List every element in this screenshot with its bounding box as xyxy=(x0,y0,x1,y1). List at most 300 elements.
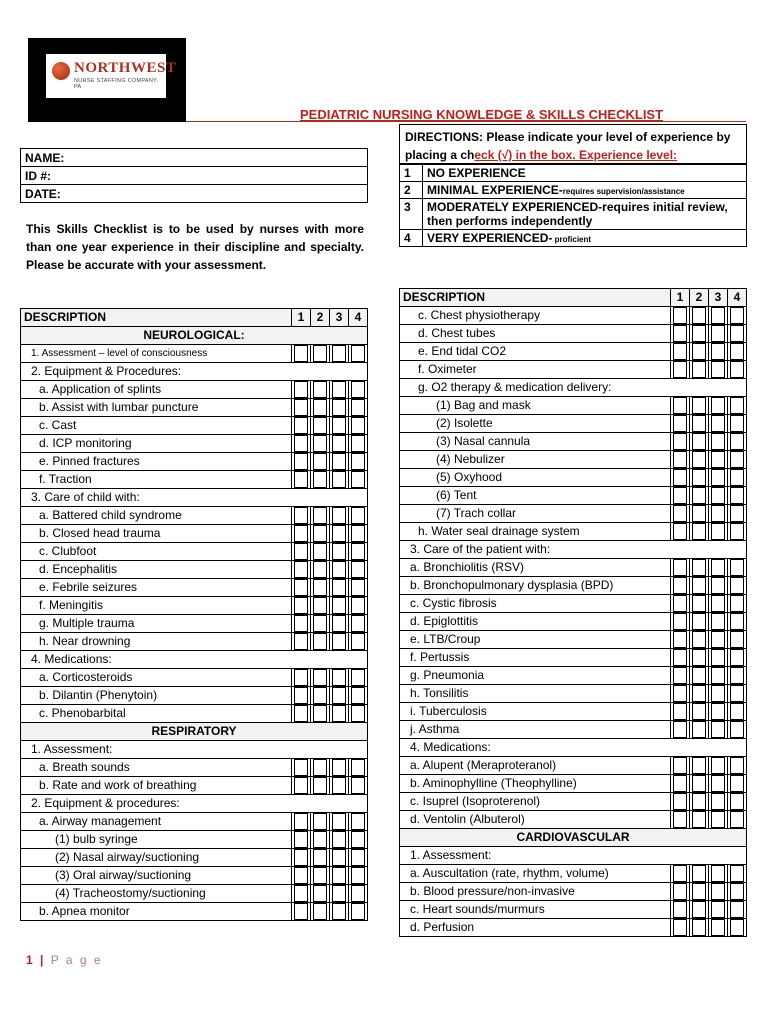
experience-checkbox-3[interactable] xyxy=(709,361,728,379)
experience-checkbox-3[interactable] xyxy=(709,523,728,541)
experience-checkbox-4[interactable] xyxy=(728,343,747,361)
item-description: f. Pertussis xyxy=(400,649,671,667)
experience-checkbox-2[interactable] xyxy=(690,613,709,631)
experience-checkbox-4[interactable] xyxy=(728,433,747,451)
experience-checkbox-1[interactable] xyxy=(671,523,690,541)
experience-checkbox-3[interactable] xyxy=(330,759,349,777)
checkbox-square xyxy=(294,831,308,848)
experience-checkbox-1[interactable] xyxy=(292,543,311,561)
experience-checkbox-4[interactable] xyxy=(349,777,368,795)
checkbox-square xyxy=(351,381,365,398)
experience-checkbox-3[interactable] xyxy=(330,507,349,525)
experience-checkbox-4[interactable] xyxy=(728,307,747,325)
experience-checkbox-4[interactable] xyxy=(349,867,368,885)
experience-checkbox-3[interactable] xyxy=(330,381,349,399)
experience-checkbox-1[interactable] xyxy=(671,415,690,433)
experience-checkbox-2[interactable] xyxy=(311,525,330,543)
experience-checkbox-1[interactable] xyxy=(671,361,690,379)
experience-checkbox-1[interactable] xyxy=(292,813,311,831)
experience-checkbox-3[interactable] xyxy=(330,615,349,633)
experience-checkbox-2[interactable] xyxy=(690,757,709,775)
experience-checkbox-3[interactable] xyxy=(709,415,728,433)
experience-checkbox-4[interactable] xyxy=(728,577,747,595)
item-description: b. Blood pressure/non-invasive xyxy=(400,883,671,901)
experience-checkbox-3[interactable] xyxy=(709,901,728,919)
experience-checkbox-4[interactable] xyxy=(349,543,368,561)
experience-checkbox-3[interactable] xyxy=(709,775,728,793)
checkbox-square xyxy=(673,667,687,684)
directions-highlight: eck (√) in the box. Experience level: xyxy=(474,148,678,162)
experience-checkbox-2[interactable] xyxy=(311,759,330,777)
experience-checkbox-1[interactable] xyxy=(292,453,311,471)
category-row xyxy=(400,739,747,757)
experience-checkbox-3[interactable] xyxy=(330,849,349,867)
experience-checkbox-1[interactable] xyxy=(671,667,690,685)
checklist-row xyxy=(400,343,747,361)
experience-checkbox-2[interactable] xyxy=(690,487,709,505)
experience-checkbox-4[interactable] xyxy=(349,597,368,615)
experience-checkbox-1[interactable] xyxy=(292,849,311,867)
experience-checkbox-2[interactable] xyxy=(690,343,709,361)
experience-checkbox-1[interactable] xyxy=(292,633,311,651)
experience-checkbox-3[interactable] xyxy=(330,633,349,651)
checkbox-square xyxy=(673,361,687,378)
experience-checkbox-2[interactable] xyxy=(690,703,709,721)
experience-checkbox-2[interactable] xyxy=(311,777,330,795)
experience-checkbox-2[interactable] xyxy=(690,559,709,577)
experience-checkbox-3[interactable] xyxy=(330,903,349,921)
experience-checkbox-3[interactable] xyxy=(709,667,728,685)
experience-checkbox-2[interactable] xyxy=(311,579,330,597)
experience-checkbox-2[interactable] xyxy=(690,451,709,469)
checkbox-square xyxy=(351,507,365,524)
experience-checkbox-3[interactable] xyxy=(330,417,349,435)
experience-checkbox-2[interactable] xyxy=(690,361,709,379)
experience-checkbox-4[interactable] xyxy=(728,793,747,811)
experience-checkbox-2[interactable] xyxy=(311,597,330,615)
checkbox-square xyxy=(730,811,744,828)
level-column-header: 3 xyxy=(330,309,349,327)
experience-checkbox-3[interactable] xyxy=(330,471,349,489)
experience-checkbox-2[interactable] xyxy=(311,885,330,903)
experience-checkbox-4[interactable] xyxy=(728,613,747,631)
experience-checkbox-2[interactable] xyxy=(311,435,330,453)
experience-checkbox-1[interactable] xyxy=(671,721,690,739)
experience-checkbox-2[interactable] xyxy=(311,507,330,525)
checklist-row xyxy=(21,633,368,651)
item-description: 3. Care of the patient with: xyxy=(400,541,747,559)
experience-checkbox-3[interactable] xyxy=(709,325,728,343)
experience-checkbox-1[interactable] xyxy=(292,885,311,903)
experience-checkbox-2[interactable] xyxy=(690,397,709,415)
checklist-row xyxy=(400,415,747,433)
experience-checkbox-3[interactable] xyxy=(330,525,349,543)
experience-checkbox-1[interactable] xyxy=(292,867,311,885)
experience-checkbox-2[interactable] xyxy=(690,793,709,811)
experience-checkbox-2[interactable] xyxy=(311,633,330,651)
experience-checkbox-4[interactable] xyxy=(728,703,747,721)
experience-checkbox-4[interactable] xyxy=(349,453,368,471)
experience-checkbox-4[interactable] xyxy=(728,865,747,883)
experience-checkbox-1[interactable] xyxy=(671,397,690,415)
experience-checkbox-4[interactable] xyxy=(349,345,368,363)
experience-checkbox-4[interactable] xyxy=(349,435,368,453)
checkbox-square xyxy=(730,919,744,936)
experience-checkbox-4[interactable] xyxy=(349,399,368,417)
experience-checkbox-4[interactable] xyxy=(728,451,747,469)
checkbox-square xyxy=(692,343,706,360)
experience-checkbox-3[interactable] xyxy=(709,649,728,667)
experience-checkbox-1[interactable] xyxy=(671,559,690,577)
experience-checkbox-3[interactable] xyxy=(709,307,728,325)
experience-checkbox-2[interactable] xyxy=(311,615,330,633)
id-field[interactable]: ID #: xyxy=(21,167,368,185)
experience-checkbox-2[interactable] xyxy=(311,849,330,867)
experience-checkbox-2[interactable] xyxy=(311,867,330,885)
date-field[interactable]: DATE: xyxy=(21,185,368,203)
experience-checkbox-1[interactable] xyxy=(671,703,690,721)
experience-checkbox-4[interactable] xyxy=(728,487,747,505)
checkbox-square xyxy=(692,631,706,648)
experience-checkbox-1[interactable] xyxy=(292,525,311,543)
experience-checkbox-1[interactable] xyxy=(671,505,690,523)
experience-checkbox-4[interactable] xyxy=(349,687,368,705)
experience-checkbox-4[interactable] xyxy=(349,381,368,399)
experience-checkbox-4[interactable] xyxy=(728,361,747,379)
experience-checkbox-1[interactable] xyxy=(292,345,311,363)
checkbox-square xyxy=(711,865,725,882)
checkbox-square xyxy=(332,687,346,704)
checkbox-square xyxy=(351,399,365,416)
experience-checkbox-3[interactable] xyxy=(330,831,349,849)
experience-checkbox-4[interactable] xyxy=(728,325,747,343)
experience-checkbox-3[interactable] xyxy=(709,685,728,703)
checkbox-square xyxy=(711,469,725,486)
experience-checkbox-2[interactable] xyxy=(690,811,709,829)
experience-checkbox-4[interactable] xyxy=(728,811,747,829)
experience-checkbox-4[interactable] xyxy=(728,775,747,793)
experience-checkbox-4[interactable] xyxy=(728,883,747,901)
experience-checkbox-2[interactable] xyxy=(690,631,709,649)
experience-checkbox-1[interactable] xyxy=(671,775,690,793)
experience-checkbox-2[interactable] xyxy=(690,721,709,739)
experience-checkbox-2[interactable] xyxy=(690,595,709,613)
category-row xyxy=(400,379,747,397)
checkbox-square xyxy=(673,685,687,702)
experience-checkbox-1[interactable] xyxy=(671,307,690,325)
experience-checkbox-4[interactable] xyxy=(728,397,747,415)
experience-checkbox-3[interactable] xyxy=(330,597,349,615)
experience-checkbox-4[interactable] xyxy=(349,849,368,867)
experience-checkbox-2[interactable] xyxy=(690,307,709,325)
checkbox-square xyxy=(294,435,308,452)
experience-checkbox-2[interactable] xyxy=(311,903,330,921)
experience-checkbox-2[interactable] xyxy=(690,505,709,523)
checkbox-square xyxy=(351,453,365,470)
experience-checkbox-3[interactable] xyxy=(709,559,728,577)
experience-checkbox-1[interactable] xyxy=(292,381,311,399)
experience-checkbox-4[interactable] xyxy=(728,469,747,487)
experience-checkbox-1[interactable] xyxy=(671,433,690,451)
experience-checkbox-2[interactable] xyxy=(690,469,709,487)
item-description: h. Near drowning xyxy=(21,633,292,651)
experience-checkbox-1[interactable] xyxy=(671,811,690,829)
checkbox-square xyxy=(692,703,706,720)
experience-checkbox-1[interactable] xyxy=(671,613,690,631)
experience-checkbox-1[interactable] xyxy=(292,615,311,633)
experience-checkbox-3[interactable] xyxy=(330,867,349,885)
experience-checkbox-1[interactable] xyxy=(671,649,690,667)
experience-checkbox-2[interactable] xyxy=(311,669,330,687)
experience-checkbox-4[interactable] xyxy=(349,579,368,597)
experience-checkbox-4[interactable] xyxy=(728,649,747,667)
experience-checkbox-1[interactable] xyxy=(671,451,690,469)
checkbox-square xyxy=(711,505,725,522)
level-number: 2 xyxy=(400,182,423,199)
experience-checkbox-2[interactable] xyxy=(311,417,330,435)
experience-checkbox-1[interactable] xyxy=(671,865,690,883)
experience-checkbox-1[interactable] xyxy=(292,777,311,795)
experience-checkbox-4[interactable] xyxy=(728,415,747,433)
checklist-row xyxy=(21,867,368,885)
name-field[interactable]: NAME: xyxy=(21,149,368,167)
experience-checkbox-2[interactable] xyxy=(690,523,709,541)
experience-checkbox-3[interactable] xyxy=(709,919,728,937)
experience-checkbox-1[interactable] xyxy=(292,399,311,417)
checklist-row xyxy=(21,381,368,399)
experience-checkbox-3[interactable] xyxy=(330,705,349,723)
experience-checkbox-1[interactable] xyxy=(671,343,690,361)
experience-checkbox-4[interactable] xyxy=(349,705,368,723)
experience-checkbox-3[interactable] xyxy=(709,505,728,523)
experience-checkbox-2[interactable] xyxy=(311,831,330,849)
experience-checkbox-1[interactable] xyxy=(292,759,311,777)
checkbox-square xyxy=(332,759,346,776)
experience-checkbox-4[interactable] xyxy=(349,885,368,903)
experience-checkbox-2[interactable] xyxy=(311,561,330,579)
experience-checkbox-3[interactable] xyxy=(330,777,349,795)
checkbox-square xyxy=(730,361,744,378)
experience-checkbox-3[interactable] xyxy=(709,757,728,775)
experience-checkbox-2[interactable] xyxy=(311,381,330,399)
experience-checkbox-4[interactable] xyxy=(728,757,747,775)
experience-checkbox-4[interactable] xyxy=(349,759,368,777)
experience-checkbox-2[interactable] xyxy=(690,649,709,667)
experience-checkbox-2[interactable] xyxy=(690,433,709,451)
experience-checkbox-3[interactable] xyxy=(330,579,349,597)
experience-checkbox-4[interactable] xyxy=(728,919,747,937)
experience-checkbox-4[interactable] xyxy=(349,525,368,543)
experience-checkbox-4[interactable] xyxy=(728,631,747,649)
experience-checkbox-1[interactable] xyxy=(671,469,690,487)
experience-checkbox-1[interactable] xyxy=(671,487,690,505)
checkbox-square xyxy=(313,381,327,398)
item-description: 4. Medications: xyxy=(21,651,368,669)
experience-checkbox-2[interactable] xyxy=(690,415,709,433)
checkbox-square xyxy=(730,559,744,576)
item-description: (4) Tracheostomy/suctioning xyxy=(21,885,292,903)
experience-checkbox-2[interactable] xyxy=(690,919,709,937)
experience-checkbox-2[interactable] xyxy=(311,813,330,831)
item-description: 2. Equipment & Procedures: xyxy=(21,363,368,381)
experience-checkbox-4[interactable] xyxy=(728,523,747,541)
experience-checkbox-4[interactable] xyxy=(728,901,747,919)
item-description: 3. Care of child with: xyxy=(21,489,368,507)
experience-checkbox-2[interactable] xyxy=(311,471,330,489)
experience-checkbox-1[interactable] xyxy=(671,901,690,919)
experience-checkbox-1[interactable] xyxy=(671,685,690,703)
level-number: 4 xyxy=(400,230,423,247)
checkbox-square xyxy=(332,813,346,830)
item-description: a. Application of splints xyxy=(21,381,292,399)
experience-checkbox-1[interactable] xyxy=(671,919,690,937)
experience-checkbox-3[interactable] xyxy=(709,793,728,811)
experience-checkbox-4[interactable] xyxy=(728,667,747,685)
experience-checkbox-1[interactable] xyxy=(292,507,311,525)
experience-checkbox-3[interactable] xyxy=(709,343,728,361)
experience-checkbox-1[interactable] xyxy=(671,883,690,901)
experience-checkbox-2[interactable] xyxy=(311,399,330,417)
page-number: 1 | xyxy=(26,953,46,967)
experience-checkbox-3[interactable] xyxy=(709,451,728,469)
experience-checkbox-3[interactable] xyxy=(709,469,728,487)
checkbox-square xyxy=(351,831,365,848)
checkbox-square xyxy=(332,903,346,920)
experience-checkbox-4[interactable] xyxy=(728,559,747,577)
experience-checkbox-3[interactable] xyxy=(330,669,349,687)
experience-checkbox-4[interactable] xyxy=(728,595,747,613)
experience-checkbox-1[interactable] xyxy=(292,705,311,723)
checkbox-square xyxy=(730,613,744,630)
experience-checkbox-4[interactable] xyxy=(349,831,368,849)
experience-checkbox-1[interactable] xyxy=(671,595,690,613)
experience-checkbox-1[interactable] xyxy=(292,561,311,579)
experience-checkbox-3[interactable] xyxy=(709,433,728,451)
checkbox-square xyxy=(711,343,725,360)
experience-checkbox-2[interactable] xyxy=(311,453,330,471)
experience-checkbox-1[interactable] xyxy=(671,631,690,649)
experience-checkbox-3[interactable] xyxy=(330,435,349,453)
item-description: e. Febrile seizures xyxy=(21,579,292,597)
experience-checkbox-2[interactable] xyxy=(690,577,709,595)
experience-checkbox-4[interactable] xyxy=(349,471,368,489)
experience-checkbox-3[interactable] xyxy=(330,453,349,471)
experience-checkbox-1[interactable] xyxy=(292,903,311,921)
experience-checkbox-2[interactable] xyxy=(311,345,330,363)
checklist-row xyxy=(400,721,747,739)
experience-checkbox-4[interactable] xyxy=(728,721,747,739)
experience-checkbox-2[interactable] xyxy=(311,687,330,705)
experience-checkbox-1[interactable] xyxy=(671,577,690,595)
checkbox-square xyxy=(692,469,706,486)
experience-checkbox-1[interactable] xyxy=(292,597,311,615)
experience-checkbox-3[interactable] xyxy=(709,613,728,631)
experience-checkbox-1[interactable] xyxy=(292,471,311,489)
experience-checkbox-1[interactable] xyxy=(292,669,311,687)
experience-checkbox-2[interactable] xyxy=(690,775,709,793)
experience-checkbox-3[interactable] xyxy=(709,883,728,901)
experience-checkbox-3[interactable] xyxy=(330,543,349,561)
experience-checkbox-3[interactable] xyxy=(709,721,728,739)
experience-checkbox-4[interactable] xyxy=(349,615,368,633)
experience-checkbox-3[interactable] xyxy=(330,813,349,831)
experience-checkbox-3[interactable] xyxy=(330,885,349,903)
experience-checkbox-4[interactable] xyxy=(349,417,368,435)
experience-checkbox-4[interactable] xyxy=(349,903,368,921)
checkbox-square xyxy=(313,453,327,470)
checkbox-square xyxy=(294,885,308,902)
checkbox-square xyxy=(294,777,308,794)
checkbox-square xyxy=(351,669,365,686)
experience-checkbox-4[interactable] xyxy=(728,505,747,523)
experience-checkbox-4[interactable] xyxy=(349,507,368,525)
level-row xyxy=(400,199,747,230)
experience-checkbox-1[interactable] xyxy=(292,579,311,597)
experience-checkbox-3[interactable] xyxy=(330,399,349,417)
experience-checkbox-2[interactable] xyxy=(311,705,330,723)
experience-checkbox-2[interactable] xyxy=(690,325,709,343)
experience-checkbox-4[interactable] xyxy=(728,685,747,703)
experience-checkbox-3[interactable] xyxy=(330,561,349,579)
section-heading: CARDIOVASCULAR xyxy=(400,829,747,847)
experience-checkbox-1[interactable] xyxy=(671,325,690,343)
experience-checkbox-2[interactable] xyxy=(690,883,709,901)
experience-checkbox-1[interactable] xyxy=(671,757,690,775)
experience-checkbox-3[interactable] xyxy=(709,703,728,721)
checklist-row xyxy=(21,525,368,543)
checkbox-square xyxy=(673,397,687,414)
checkbox-square xyxy=(294,705,308,722)
experience-checkbox-1[interactable] xyxy=(292,687,311,705)
level-text: NO EXPERIENCE xyxy=(427,166,526,180)
experience-checkbox-4[interactable] xyxy=(349,561,368,579)
experience-checkbox-3[interactable] xyxy=(709,595,728,613)
checkbox-square xyxy=(730,415,744,432)
experience-checkbox-2[interactable] xyxy=(690,865,709,883)
experience-checkbox-3[interactable] xyxy=(330,345,349,363)
experience-checkbox-3[interactable] xyxy=(330,687,349,705)
experience-checkbox-3[interactable] xyxy=(709,577,728,595)
checkbox-square xyxy=(294,399,308,416)
checklist-row xyxy=(400,667,747,685)
experience-checkbox-1[interactable] xyxy=(292,831,311,849)
section-row xyxy=(21,327,368,345)
experience-checkbox-2[interactable] xyxy=(690,685,709,703)
experience-checkbox-2[interactable] xyxy=(690,901,709,919)
experience-checkbox-3[interactable] xyxy=(709,487,728,505)
experience-checkbox-4[interactable] xyxy=(349,633,368,651)
experience-checkbox-2[interactable] xyxy=(690,667,709,685)
category-row xyxy=(21,741,368,759)
experience-checkbox-3[interactable] xyxy=(709,397,728,415)
experience-checkbox-1[interactable] xyxy=(292,417,311,435)
experience-checkbox-4[interactable] xyxy=(349,813,368,831)
checklist-row xyxy=(21,507,368,525)
checkbox-square xyxy=(692,397,706,414)
experience-checkbox-1[interactable] xyxy=(671,793,690,811)
experience-checkbox-1[interactable] xyxy=(292,435,311,453)
checklist-row xyxy=(400,613,747,631)
checkbox-square xyxy=(673,415,687,432)
experience-checkbox-2[interactable] xyxy=(311,543,330,561)
experience-checkbox-3[interactable] xyxy=(709,865,728,883)
experience-checkbox-4[interactable] xyxy=(349,669,368,687)
table-header-row xyxy=(400,289,747,307)
experience-checkbox-3[interactable] xyxy=(709,811,728,829)
checkbox-square xyxy=(692,415,706,432)
experience-checkbox-3[interactable] xyxy=(709,631,728,649)
checklist-row xyxy=(400,703,747,721)
